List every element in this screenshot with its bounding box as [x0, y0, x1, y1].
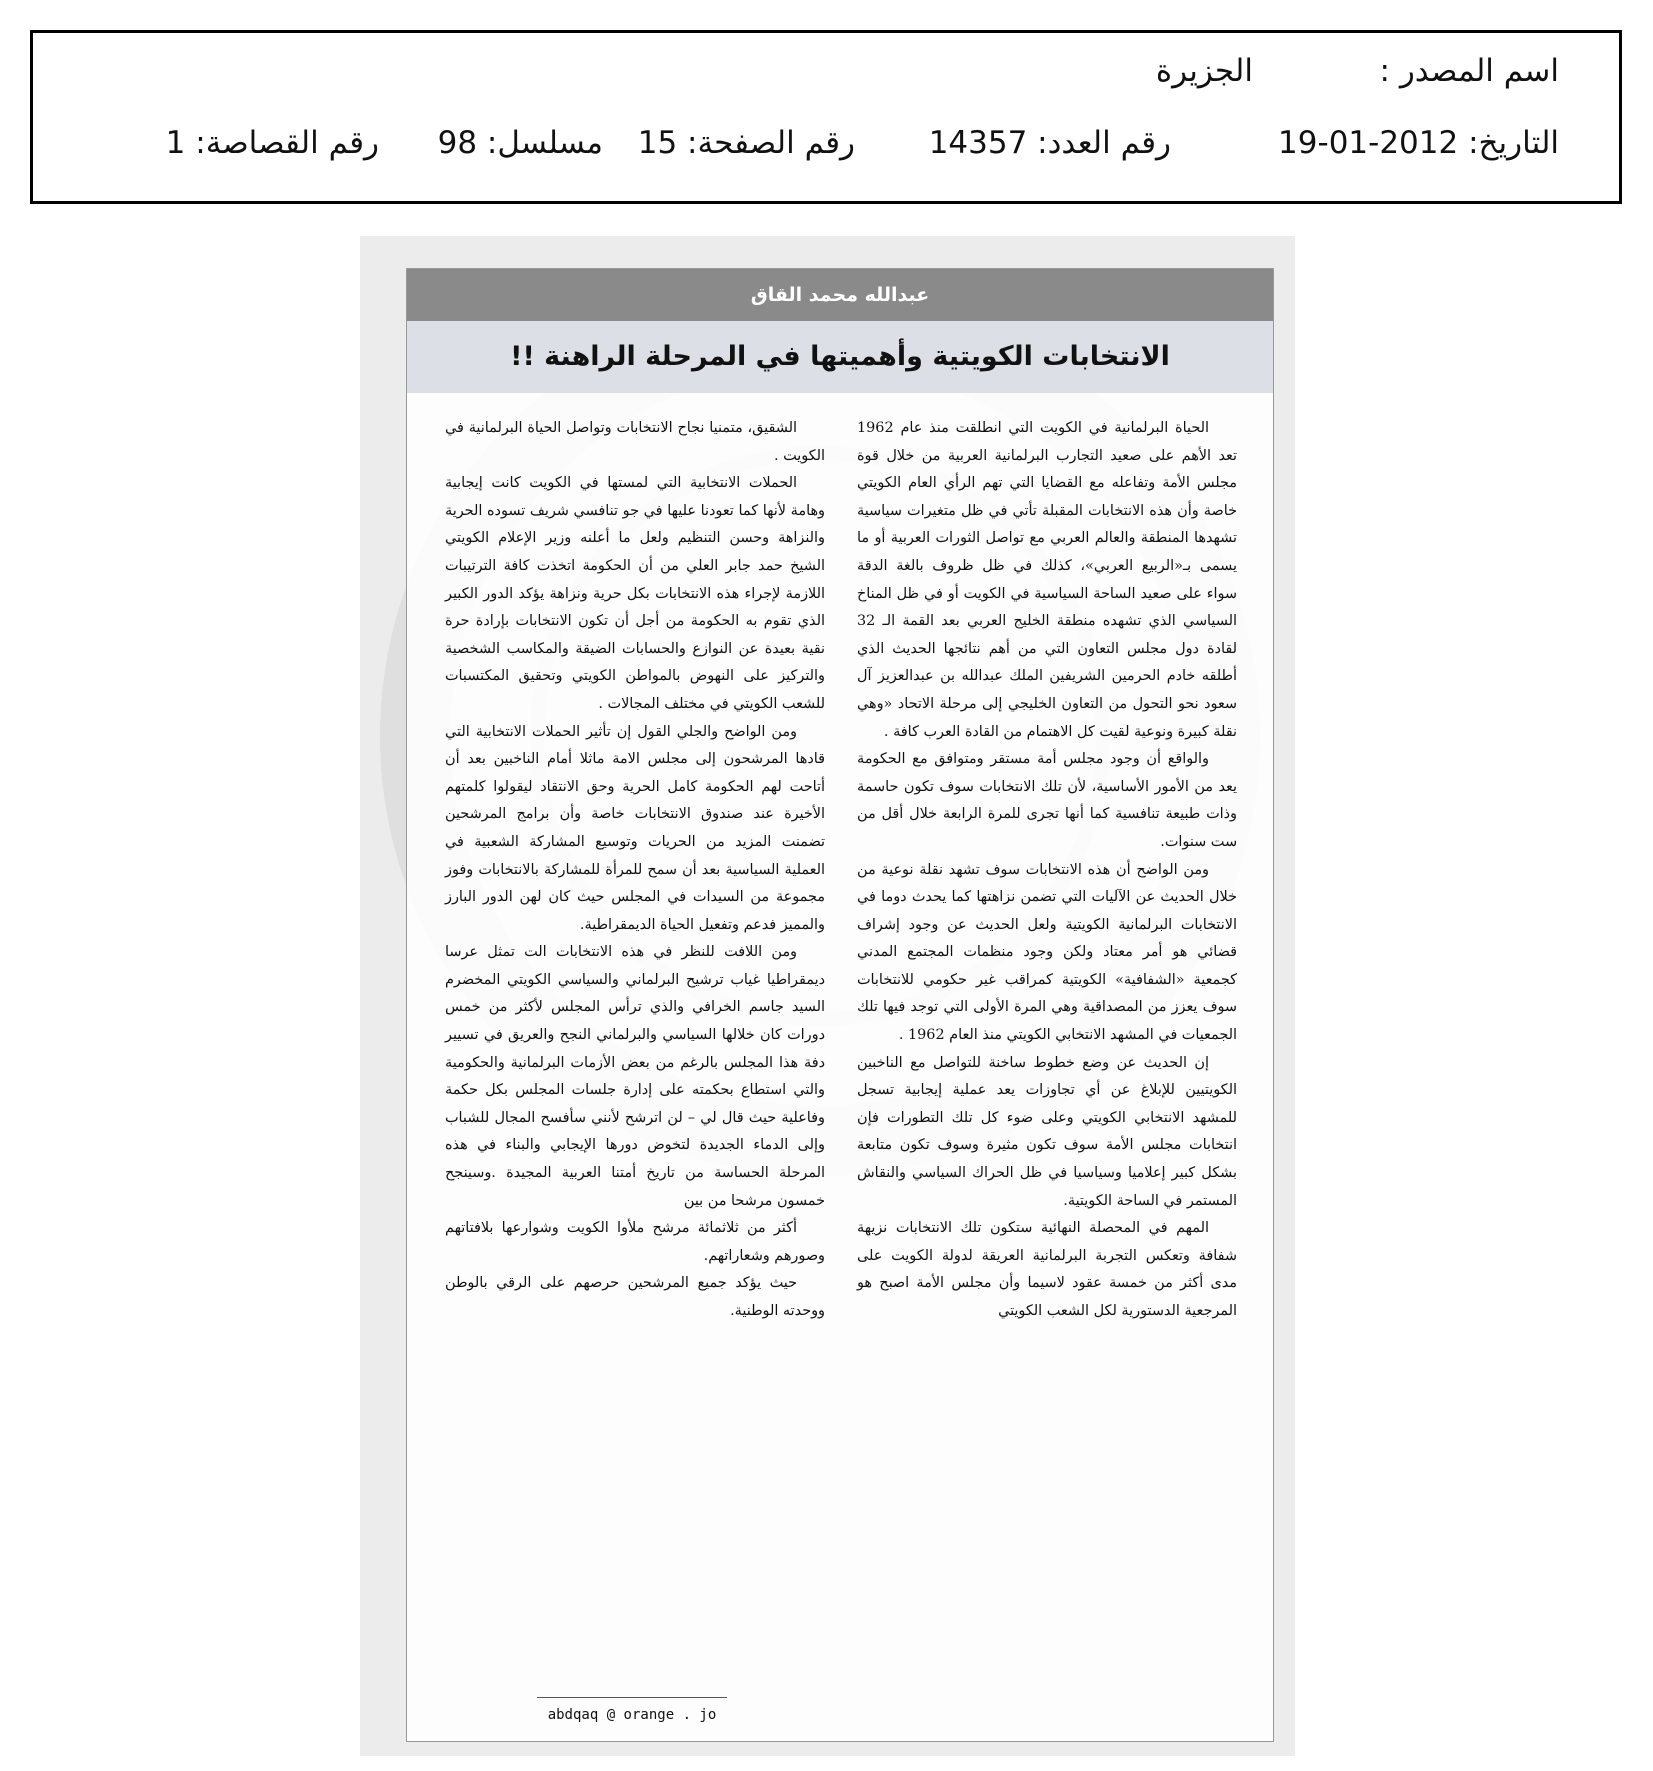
paragraph: والواقع أن وجود مجلس أمة مستقر ومتوافق مع الحكومة يعد من الأمور الأساسية، لأن تلك الانتخابات سوف تكون حاسمة وذات طبيعة تنافسية كما أنها تجرى للمرة الرابعة خلال أقل من ست سنوات.	[857, 751, 1237, 850]
article-column-right	[857, 415, 1237, 1326]
paragraph: ومن اللافت للنظر في هذه الانتخابات الت تمثل عرسا ديمقراطيا غياب ترشيح البرلماني والسياسي الكويتي المخضرم السيد جاسم الخرافي والذي ترأس المجلس لأكثر من خمس دورات كان خلالها السياسي والبرلماني النجح والعريق في تسيير دفة هذا المجلس بالرغم من بعض الأزمات البرلمانية والحكومية والتي استطاع بحكمته على إدارة جلسات المجلس بكل حكمة وفاعلية حيث قال لي – لن اترشح لأنني سأفسح المجال للشباب وإلى الدماء الجديدة لتخوض دورها الإيجابي والبناء في هذه المرحلة الحساسة من تاريخ أمتنا العربية المجيدة .وسينجح خمسون مرشحا من بين	[445, 944, 825, 1209]
details-row	[93, 125, 1559, 169]
author-email: abdqaq @ orange . jo	[547, 1707, 717, 1723]
paragraph: الحملات الانتخابية التي لمستها في الكويت كانت إيجابية وهامة لأنها كما تعودنا عليها في جو تنافسي شريف تسوده الحرية والنزاهة وحسن التنظيم ولعل ما أعلنه وزير الإعلام الكويتي الشيخ حمد جابر العلي من أن الحكومة اتخذت كافة الترتيبات اللازمة لإجراء هذه الانتخابات بكل حرية ونزاهة يؤكد الدور الكبير الذي تقوم به الحكومة من أجل أن تكون الانتخابات بإرادة حرة نقية بعيدة عن النوازع والحسابات الضيقة والمكاسب الشخصية والتركيز على النهوض بالمواطن الكويتي وتحقيق المكتسبات للشعب الكويتي في مختلف المجالات .	[445, 475, 825, 712]
document-metadata-box	[30, 30, 1622, 204]
source-label: اسم المصدر :	[1379, 53, 1559, 89]
paragraph: أكثر من ثلاثمائة مرشح ملأوا الكويت وشوارعها بلافتاتهم وصورهم وشعاراتهم.	[445, 1220, 825, 1264]
paragraph: إن الحديث عن وضع خطوط ساخنة للتواصل مع الناخبين الكويتيين للإبلاغ عن أي تجاوزات يعد عملية إيجابية تسجل للمشهد الانتخابي الكويتي وعلى ضوء كل تلك التطورات فإن انتخابات مجلس الأمة سوف تكون مثيرة وسوف تكون متابعة بشكل كبير إعلاميا وسياسيا في ظل الحراك السياسي والنقاش المستمر في الساحة الكويتية.	[857, 1054, 1237, 1209]
paragraph: المهم في المحصلة النهائية ستكون تلك الانتخابات نزيهة شفافة وتعكس التجربة البرلمانية العريقة لدولة الكويت على مدى أكثر من خمسة عقود لاسيما وأن مجلس الأمة اصبح هو المرجعية الدستورية لكل الشعب الكويتي	[857, 1220, 1237, 1319]
paragraph: الشقيق، متمنيا نجاح الانتخابات وتواصل الحياة البرلمانية في الكويت .	[445, 420, 825, 464]
article	[406, 268, 1274, 1742]
serial-field: مسلسل: 98	[437, 125, 603, 161]
paragraph: ومن الواضح والجلي القول إن تأثير الحملات الانتخابية التي قادها المرشحون إلى مجلس الامة ماثلا أمام الناخبين بعد أن أتاحت لهم الحكومة كامل الحرية وحق الانتقاد ليقولوا كلمتهم الأخيرة عند صندوق الانتخابات خاصة وأن برامج المرشحين تضمنت المزيد من الحريات وتوسيع المشاركة الشعبية في العملية السياسية بعد أن سمح للمرأة للمشاركة بالانتخابات وفوز مجموعة من السيدات في المجلس حيث كان لهن الدور البارز والمميز فدعم وتفعيل الحياة الديمقراطية.	[445, 723, 825, 933]
signature-divider	[537, 1697, 727, 1698]
issue-field: رقم العدد: 14357	[928, 125, 1171, 161]
paragraph: حيث يؤكد جميع المرشحين حرصهم على الرقي بالوطن ووحدته الوطنية.	[445, 1275, 825, 1319]
clip-number-field: رقم القصاصة: 1	[165, 125, 379, 161]
paragraph: الحياة البرلمانية في الكويت التي انطلقت منذ عام 1962 تعد الأهم على صعيد التجارب البرلمانية العربية من خلال قوة مجلس الأمة وتفاعله مع القضايا التي تهم الرأي العام الكويتي خاصة وأن هذه الانتخابات المقبلة تأتي في ظل متغيرات سياسية تشهدها المنطقة والعالم العربي مع تواصل الثورات العربية أو ما يسمى بـ«الربيع العربي»، كذلك في ظل ظروف بالغة الدقة سواء على صعيد الساحة السياسية في الكويت أو في ظل المناخ السياسي الذي تشهده منطقة الخليج العربي بعد القمة الـ 32 لقادة دول مجلس التعاون التي من أهم نتائجها الحديث الذي أطلقه خادم الحرمين الشريفين الملك عبدالله بن عبدالعزيز آل سعود نحو التحول من التعاون الخليجي إلى مرحلة الاتحاد «وهي نقلة كبيرة ونوعية لقيت كل الاهتمام من القادة العرب كافة .	[857, 420, 1237, 740]
article-column-left	[445, 415, 825, 1326]
newspaper-clipping	[360, 236, 1295, 1756]
source-value: الجزيرة	[1155, 53, 1253, 89]
author-byline: عبدالله محمد القاق	[407, 269, 1273, 321]
article-headline: الانتخابات الكويتية وأهميتها في المرحلة الراهنة !!	[407, 321, 1273, 393]
source-row	[93, 53, 1559, 97]
paragraph: ومن الواضح أن هذه الانتخابات سوف تشهد نقلة نوعية من خلال الحديث عن الآليات التي تضمن نزاهتها كما يحدث دوما في الانتخابات البرلمانية الكويتية ولعل الحديث عن وجود إشراف قضائي هو أمر معتاد ولكن وجود منظمات المجتمع المدني كجمعية «الشفافية» الكويتية كمراقب غير حكومي للانتخابات سوف يعزز من المصداقية وهي المرة الأولى التي توجد فيها تلك الجمعيات في المشهد الانتخابي الكويتي منذ العام 1962 .	[857, 861, 1237, 1044]
page-field: رقم الصفحة: 15	[637, 125, 855, 161]
date-field: التاريخ: 2012-01-19	[1278, 125, 1559, 161]
